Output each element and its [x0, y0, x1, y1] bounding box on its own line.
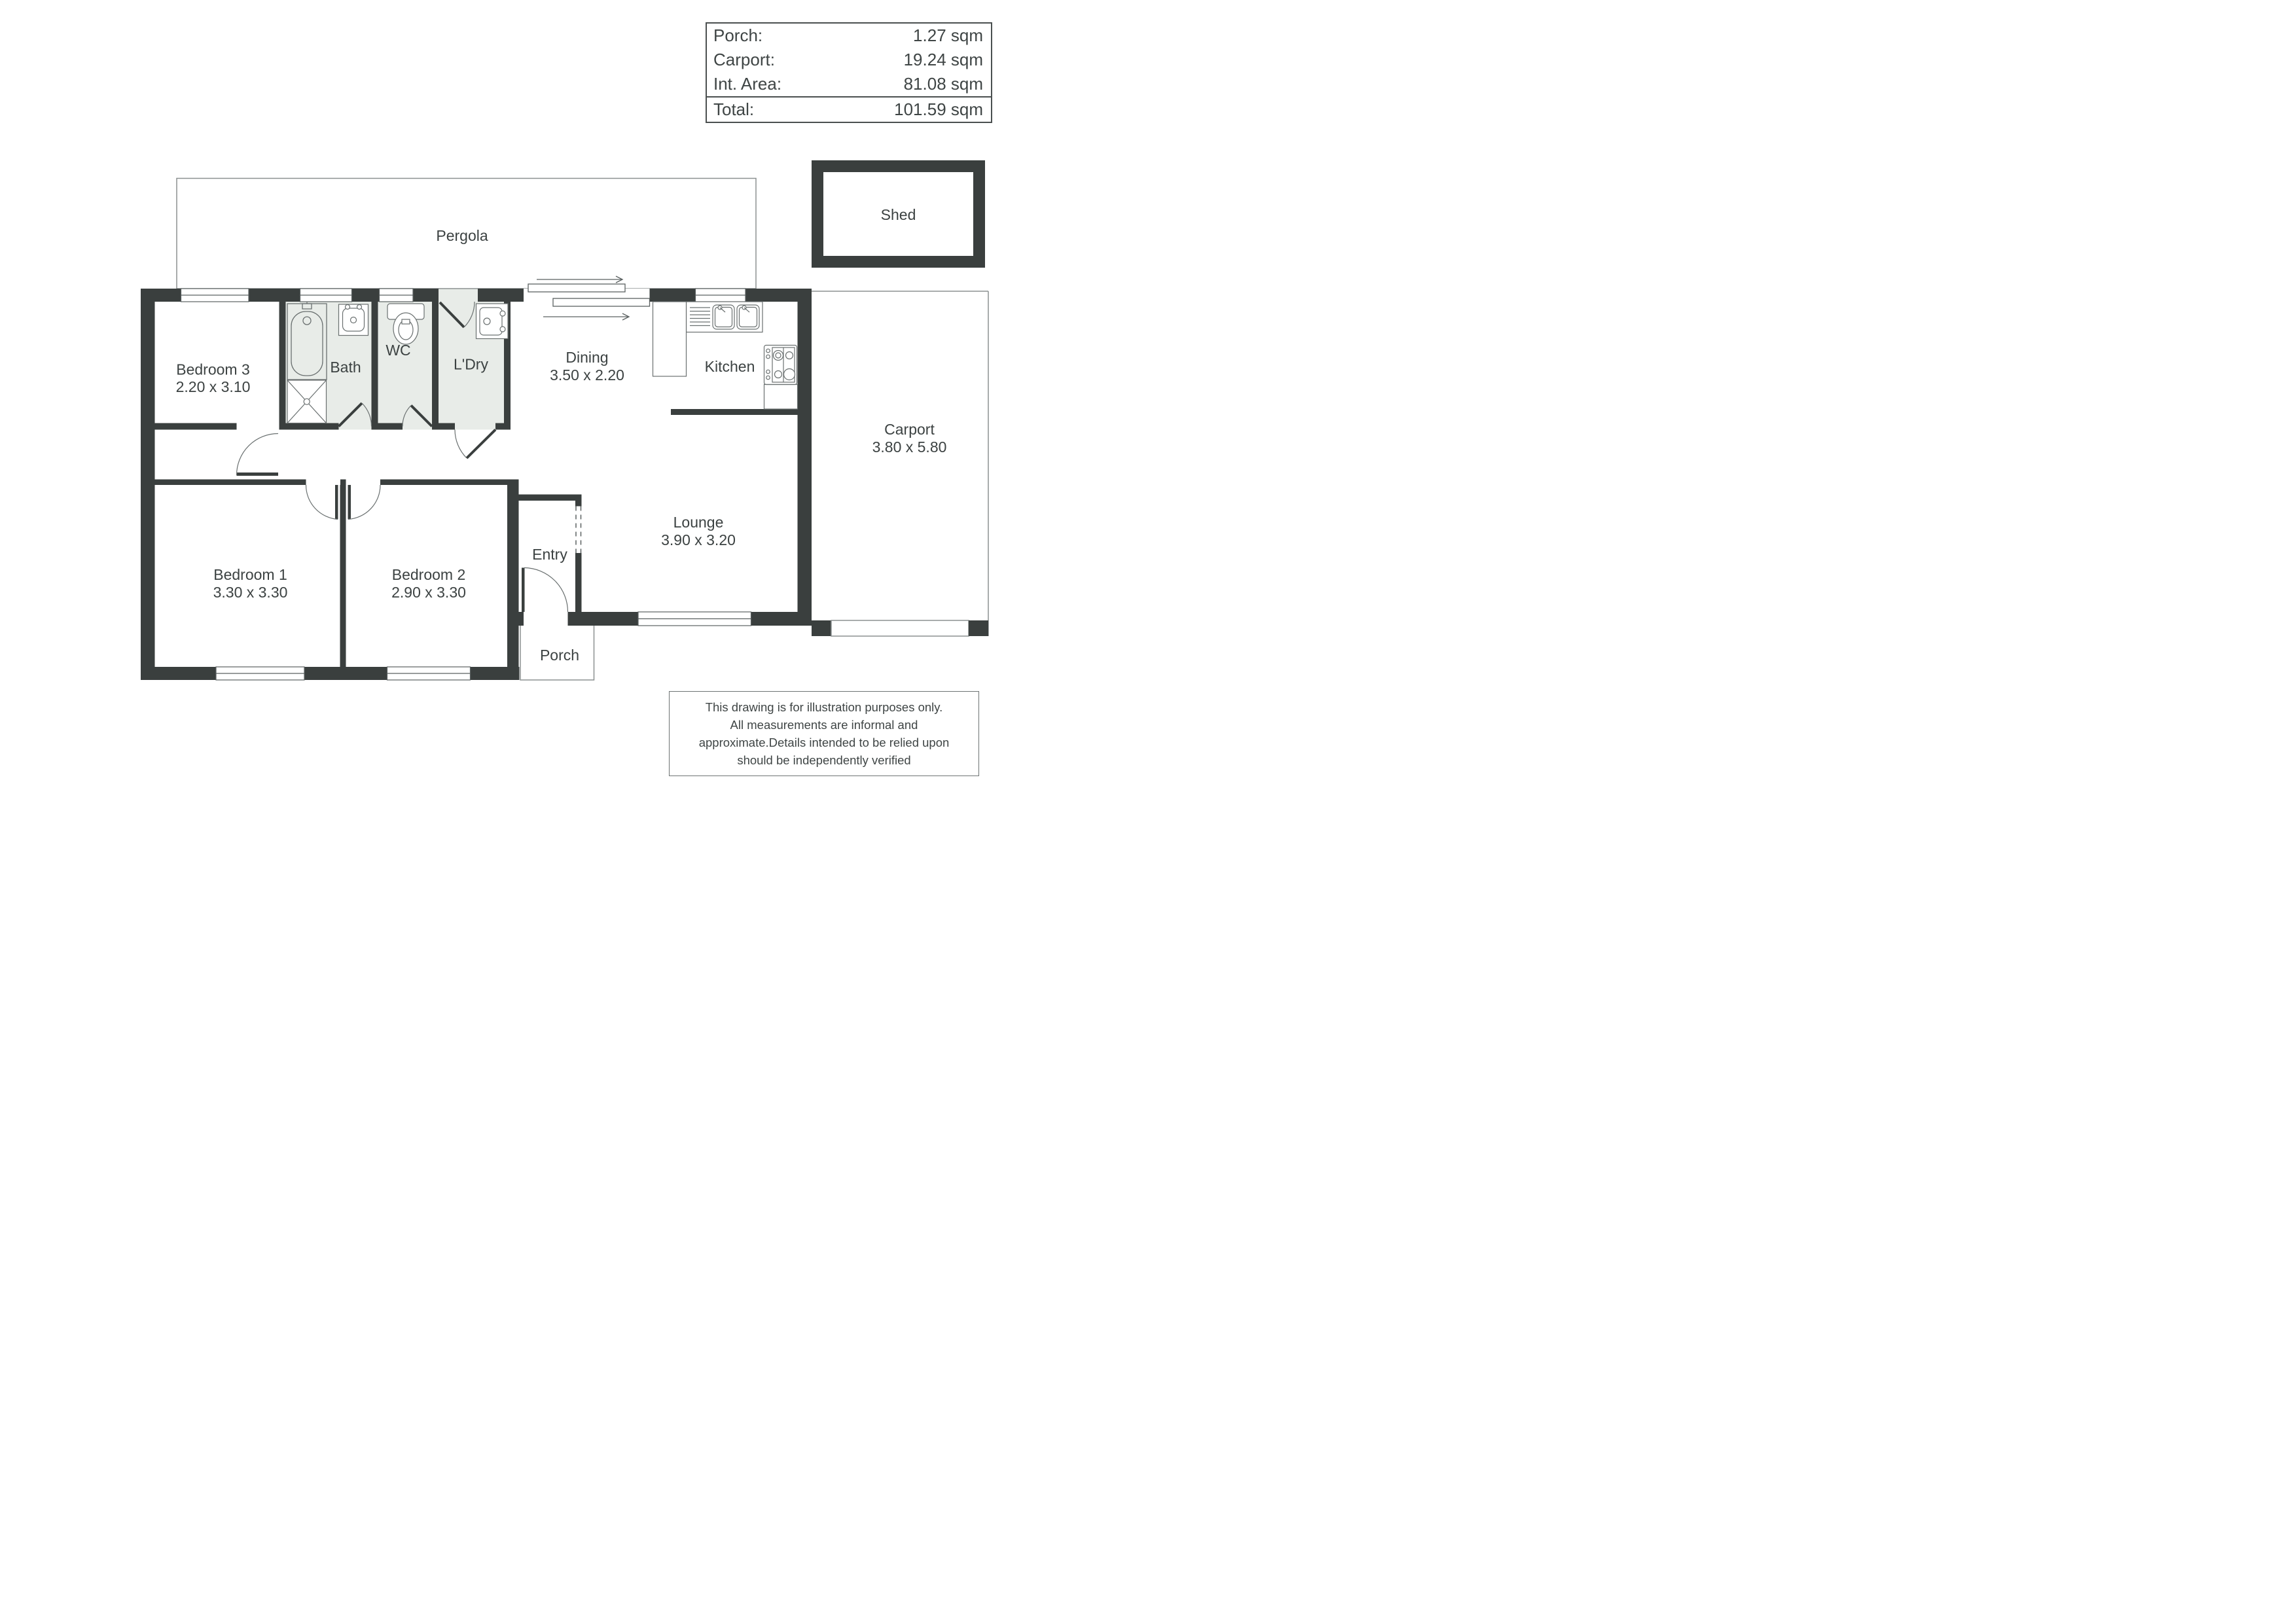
stove-cooktop [764, 346, 798, 410]
entry-door [522, 568, 568, 613]
kitchen-sink-bench [687, 302, 763, 332]
bedroom3-door [237, 434, 279, 476]
area-value: 19.24 sqm [903, 50, 983, 69]
bedroom2-door [348, 485, 381, 520]
area-table-main-box [706, 22, 992, 98]
disclaimer-line: approximate.Details intended to be relied upon [698, 736, 950, 749]
carport-outline [812, 291, 988, 636]
porch-label: Porch [539, 647, 580, 664]
bedroom3-dims: 2.20 x 3.10 [175, 378, 251, 396]
area-summary-table [706, 22, 992, 123]
area-label: Total: [713, 99, 755, 119]
shed-label: Shed [880, 206, 916, 224]
laundry-trough [476, 304, 509, 339]
bath-window [300, 289, 352, 302]
bedroom1-door [306, 485, 338, 520]
shower [287, 380, 327, 423]
lounge-label: Lounge [673, 514, 724, 531]
area-label: Porch: [713, 26, 763, 45]
disclaimer-line: should be independently verified [737, 753, 911, 767]
lounge-window [638, 612, 751, 626]
wc-window [380, 289, 414, 302]
wc-label: WC [386, 342, 411, 359]
floorplan-page [0, 0, 1148, 812]
area-value: 1.27 sqm [913, 26, 983, 45]
kitchen-label: Kitchen [704, 358, 755, 376]
carport-dims: 3.80 x 5.80 [872, 438, 947, 456]
area-table-total-box [706, 96, 992, 123]
bedroom2-dims: 2.90 x 3.30 [391, 584, 466, 601]
area-value: 101.59 sqm [894, 99, 983, 119]
bedroom2-label: Bedroom 2 [391, 566, 466, 584]
disclaimer-line: This drawing is for illustration purposes only. [705, 700, 943, 714]
bath-basin [339, 304, 368, 336]
laundry-label: L'Dry [454, 355, 488, 373]
area-row-porch [707, 24, 991, 48]
laundry-door-opening [439, 289, 478, 302]
area-label: Carport: [713, 50, 775, 69]
kitchen-window [696, 289, 746, 302]
area-row-carport [707, 48, 991, 72]
area-row-int-area [707, 72, 991, 96]
area-row-total [707, 98, 991, 122]
bedroom1-label: Bedroom 1 [213, 566, 287, 584]
kitchen-peninsula-bench [653, 302, 687, 376]
disclaimer-line: All measurements are informal and [730, 718, 918, 732]
disclaimer-box [669, 691, 979, 776]
bedroom3-label: Bedroom 3 [176, 361, 250, 378]
carport-bottom-beam [812, 620, 988, 636]
bedroom1-window [216, 667, 304, 680]
bedroom1-dims: 3.30 x 3.30 [213, 584, 288, 601]
bedroom3-window [181, 289, 249, 302]
lounge-dims: 3.90 x 3.20 [661, 531, 736, 549]
pergola-label: Pergola [436, 227, 488, 245]
dining-dims: 3.50 x 2.20 [550, 366, 624, 384]
carport-label: Carport [884, 421, 935, 438]
bath-label: Bath [330, 359, 361, 376]
laundry-internal-door [455, 430, 495, 459]
entry-open-plan-dashes [576, 507, 581, 554]
entry-label: Entry [532, 546, 567, 563]
dining-label: Dining [565, 349, 609, 366]
area-label: Int. Area: [713, 74, 782, 94]
area-value: 81.08 sqm [903, 74, 983, 94]
bedroom2-window [387, 667, 471, 680]
